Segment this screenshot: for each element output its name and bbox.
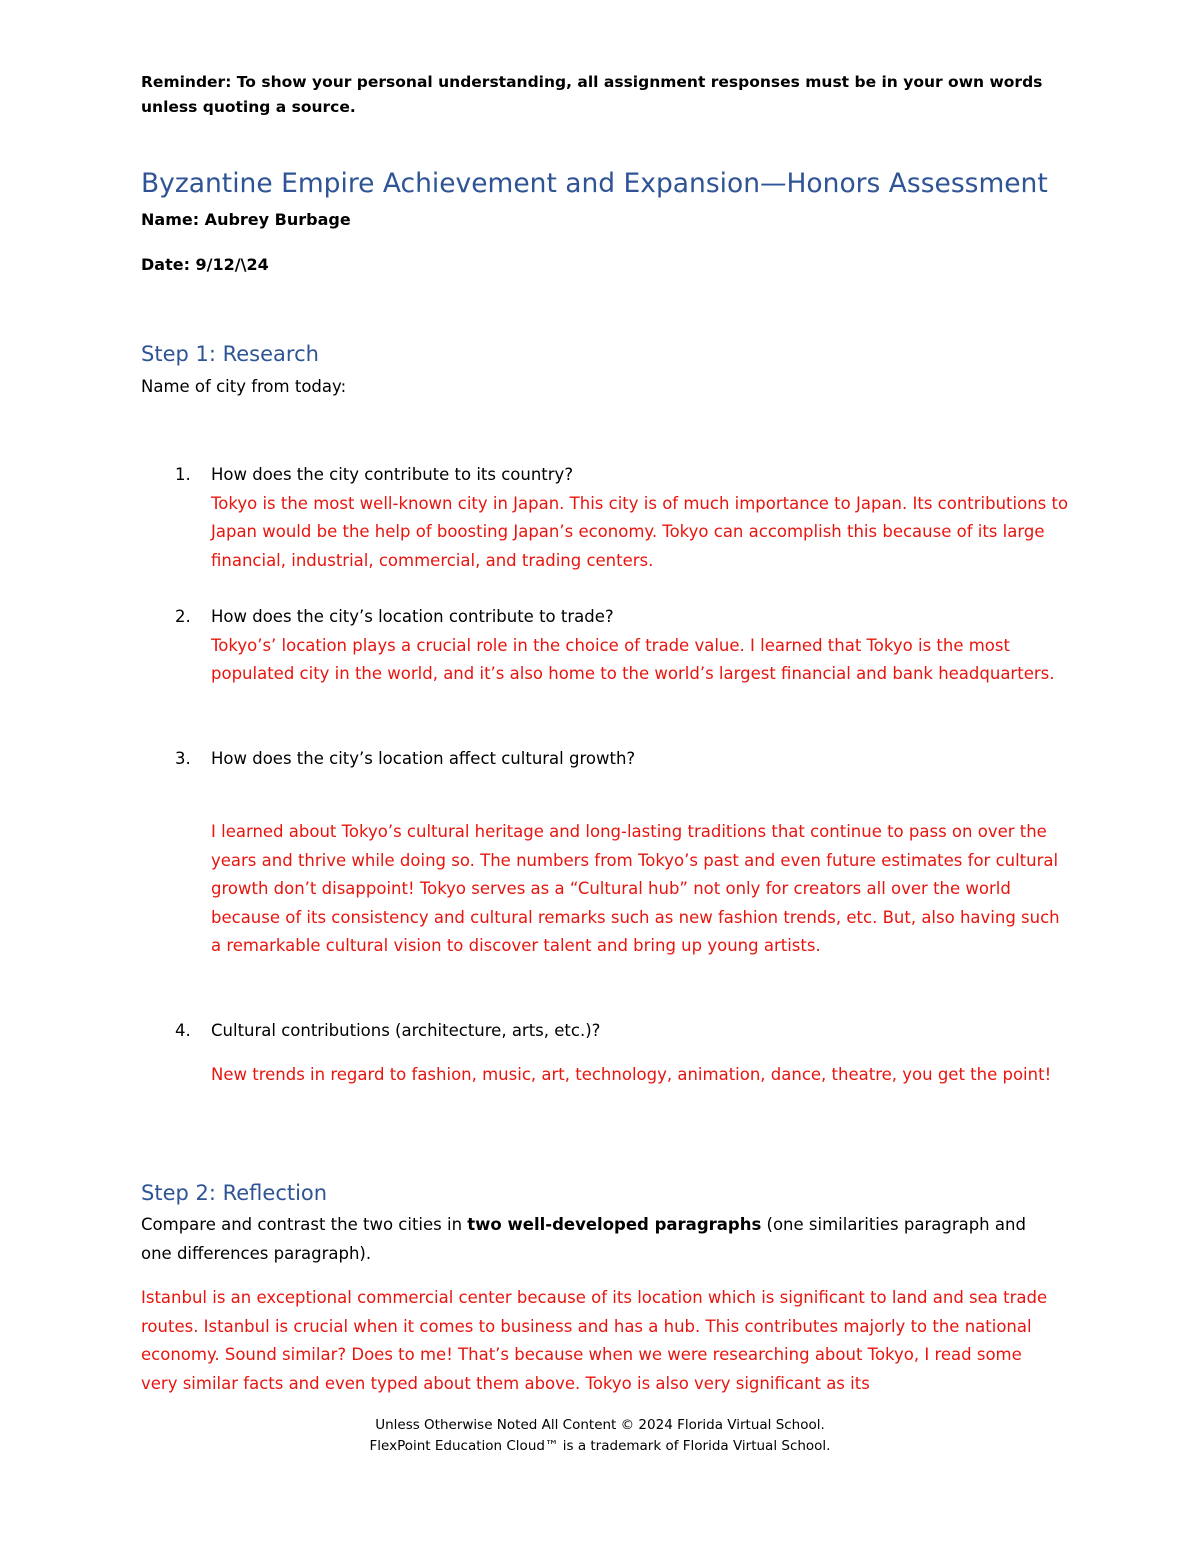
step1-heading: Step 1: Research: [141, 342, 319, 366]
question-text: Cultural contributions (architecture, arts, etc.)?: [211, 1021, 601, 1040]
step1-prompt: Name of city from today:: [141, 377, 347, 396]
prompt-text: Compare and contrast the two cities in: [141, 1215, 468, 1234]
footer: [0, 1415, 1200, 1457]
reminder-text: Reminder: To show your personal understanding, all assignment responses must be in your own words unless quoting a source.: [141, 73, 1043, 116]
step2-heading: Step 2: Reflection: [141, 1181, 328, 1205]
question-text: How does the city’s location contribute to trade?: [211, 607, 614, 626]
step2-answer: Istanbul is an exceptional commercial center because of its location which is significant to land and sea trade routes. Istanbul is crucial when it comes to business and has a hub. This contributes majorly to the national economy. Sound similar? Does to me! That’s because when we were researching about Tokyo, I read some very similar facts and even typed about them above. Tokyo is also very significant as its: [141, 1288, 1048, 1393]
question-number: 4.: [175, 1021, 191, 1040]
answer-text: Tokyo’s’ location plays a crucial role in the choice of trade value. I learned that Tokyo is the most populated city in the world, and it’s also home to the world’s largest financial and bank headquarters.: [211, 635, 1055, 683]
question-number: 2.: [175, 607, 191, 626]
question-text: How does the city contribute to its country?: [211, 465, 574, 484]
question-text: How does the city’s location affect cultural growth?: [211, 749, 636, 768]
question-number: 3.: [175, 749, 191, 768]
prompt-text-end: (one similarities paragraph and one differences paragraph).: [141, 1215, 1026, 1263]
answer-text: I learned about Tokyo’s cultural heritage and long-lasting traditions that continue to pass on over the years and thrive while doing so. The numbers from Tokyo’s past and even future estimates for cultural growth don’t disappoint! Tokyo serves as a “Cultural hub” not only for creators all over the world because of its consistency and cultural remarks such as new fashion trends, etc. But, also having such a remarkable cultural vision to discover talent and bring up young artists.: [211, 822, 1060, 955]
step2-prompt: [141, 1211, 1061, 1268]
answer-text: Tokyo is the most well-known city in Japan. This city is of much importance to Japan. Its contributions to Japan would be the help of boosting Japan’s economy. Tokyo can accomplish this because of its large financial, industrial, commercial, and trading centers.: [211, 493, 1069, 570]
answer-text: New trends in regard to fashion, music, art, technology, animation, dance, theatre, you get the point!: [211, 1065, 1052, 1084]
name-line: Name: Aubrey Burbage: [141, 210, 351, 229]
question-number: 1.: [175, 465, 191, 484]
footer-copyright: Unless Otherwise Noted All Content © 2024 Florida Virtual School.: [375, 1417, 825, 1433]
date-line: Date: 9/12/\24: [141, 255, 269, 274]
page-title: Byzantine Empire Achievement and Expansion—Honors Assessment: [141, 168, 1048, 199]
prompt-bold-text: two well-developed paragraphs: [467, 1215, 762, 1234]
footer-trademark: FlexPoint Education Cloud™ is a trademark of Florida Virtual School.: [369, 1438, 831, 1454]
